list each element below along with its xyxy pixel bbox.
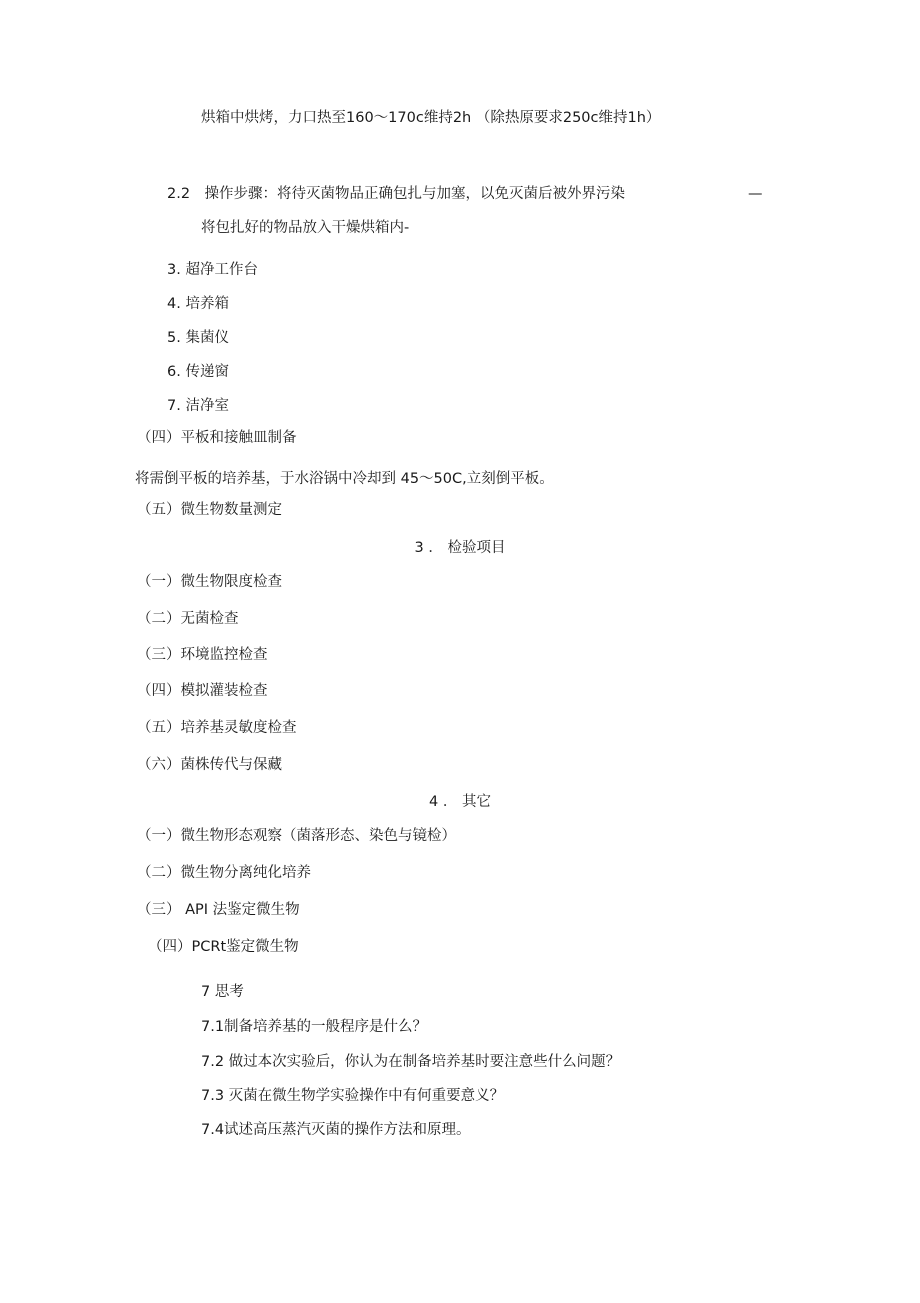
section-7-question: 7.3 灭菌在微生物学实验操作中有何重要意义？ <box>201 1088 505 1104</box>
equipment-item: 7. 洁净室 <box>167 398 229 414</box>
step-2-2-dash: — <box>748 186 763 202</box>
section-4-title: 4 ． 其它 <box>429 794 491 810</box>
step-2-2-continuation: 将包扎好的物品放入干燥烘箱内- <box>201 220 410 236</box>
section-4-item: （一）微生物形态观察（菌落形态、染色与镜检） <box>137 828 456 844</box>
equipment-item: 4. 培养箱 <box>167 296 229 312</box>
section-7-question: 7.2 做过本次实验后，你认为在制备培养基时要注意些什么问题？ <box>201 1054 621 1070</box>
section-4-item: （四）PCRt鉴定微生物 <box>148 939 299 955</box>
equipment-item: 5. 集菌仪 <box>167 330 229 346</box>
section-3-item: （一）微生物限度检查 <box>137 574 282 590</box>
section-3-item: （二）无菌检查 <box>137 611 239 627</box>
section-3-title: 3 ． 检验项目 <box>414 540 506 556</box>
section-7-question: 7.4试述高压蒸汽灭菌的操作方法和原理。 <box>201 1122 471 1138</box>
section-3-item: （六）菌株传代与保藏 <box>137 757 282 773</box>
intro-line: 烘箱中烘烤，力口热至160～170c维持2h （除热原要求250c维持1h） <box>201 110 661 126</box>
section-3-item: （四）模拟灌装检查 <box>137 683 268 699</box>
section-7-question: 7.1制备培养基的一般程序是什么？ <box>201 1019 428 1035</box>
plate-paragraph: 将需倒平板的培养基，于水浴锅中冷却到 45～50C,立刻倒平板。 <box>135 471 554 487</box>
equipment-item: 6. 传递窗 <box>167 364 229 380</box>
section-4-item: （二）微生物分离纯化培养 <box>137 865 311 881</box>
section-3-item: （三）环境监控检查 <box>137 647 268 663</box>
equipment-item: 3. 超净工作台 <box>167 262 258 278</box>
step-2-2: 2.2 操作步骤：将待灭菌物品正确包扎与加塞，以免灭菌后被外界污染 <box>167 186 626 202</box>
subheading-plate: （四）平板和接触皿制备 <box>137 430 297 446</box>
section-7-title: 7 思考 <box>201 984 244 1000</box>
section-3-item: （五）培养基灵敏度检查 <box>137 720 297 736</box>
section-4-item: （三） API 法鉴定微生物 <box>137 902 300 918</box>
subheading-count: （五）微生物数量测定 <box>137 502 282 518</box>
